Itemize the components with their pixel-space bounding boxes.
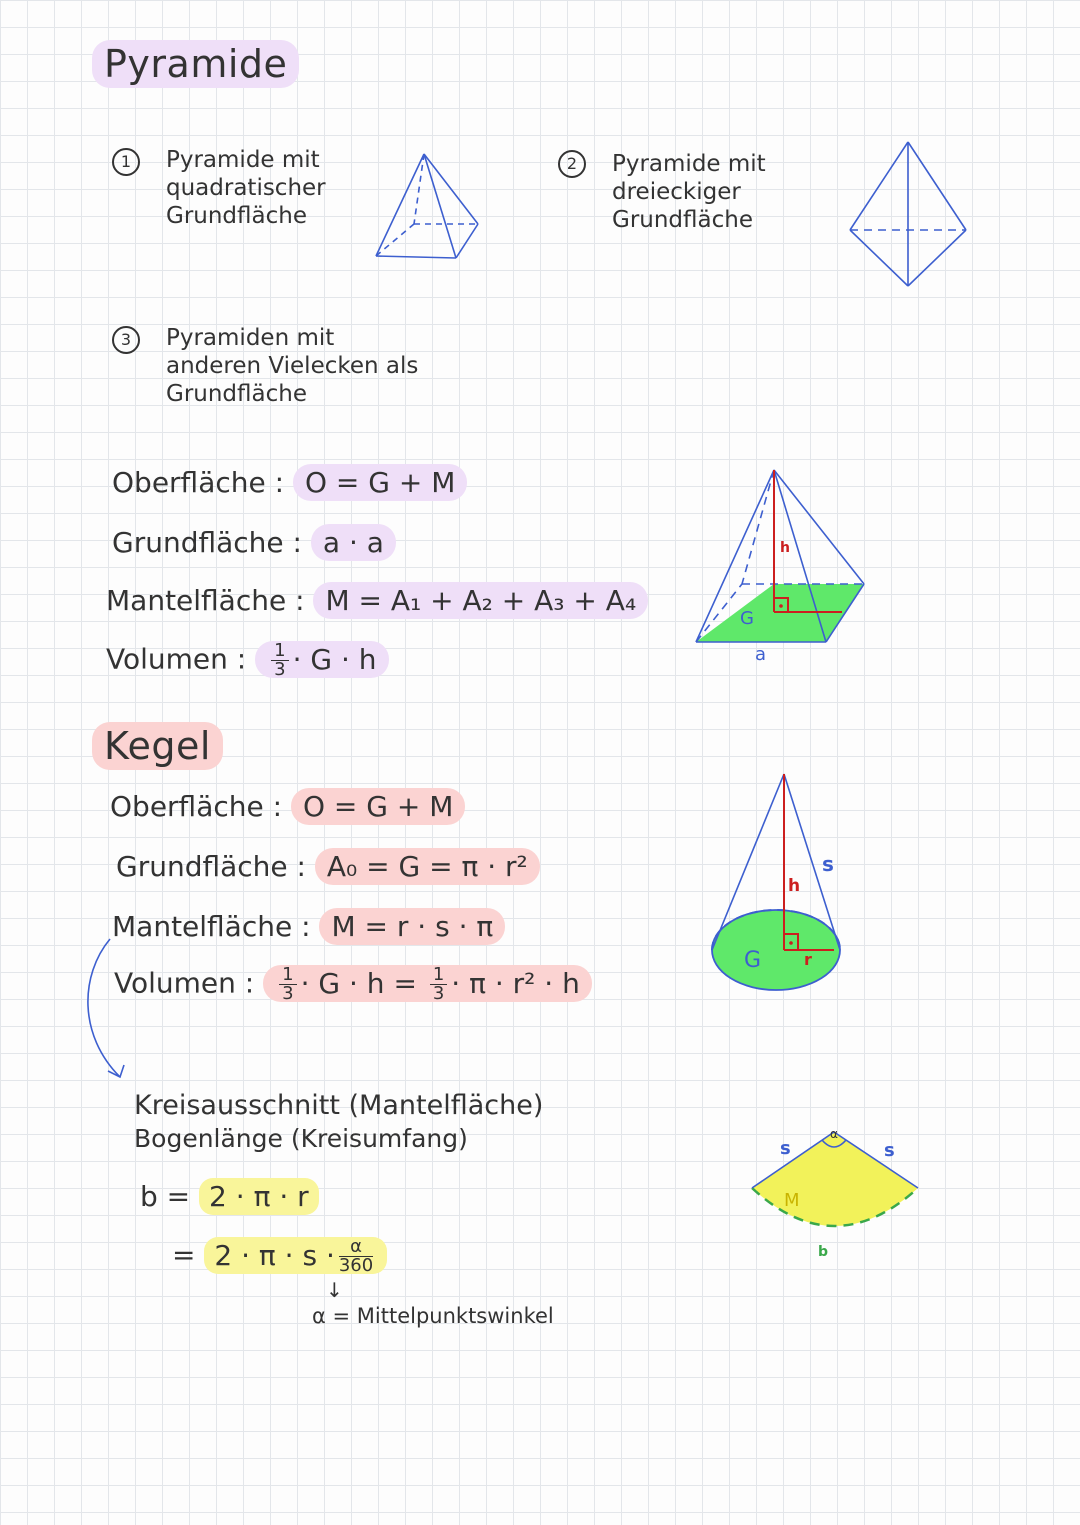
pyramide-grundflaeche-row: Grundfläche : a · a: [112, 526, 396, 559]
cone-h-label: h: [788, 876, 801, 896]
pyramide-volumen-formula: $\frac{1}{3}$ · G · h: [255, 641, 388, 678]
pyramid-a-label: a: [755, 644, 767, 665]
pyramid-height-diagram: [692, 466, 872, 666]
type-1-text: Pyramide mit quadratischer Grundfläche: [166, 147, 326, 229]
kegel-title: Kegel: [92, 722, 223, 770]
kegel-oberflaeche-row: Oberfläche : O = G + M: [110, 790, 465, 823]
sector-b-label: b: [818, 1244, 829, 1260]
cone-diagram: [710, 770, 850, 1000]
sector-diagram: [748, 1124, 928, 1254]
kegel-mantelflaeche-row: Mantelfläche : M = r · s · π: [112, 910, 505, 943]
bogen-b-formula: 2 · π · r: [199, 1178, 319, 1215]
sector-m-label: M: [784, 1190, 800, 1211]
kreisausschnitt-line1: Kreisausschnitt (Mantelfläche): [134, 1090, 544, 1121]
type-2-text: Pyramide mit dreieckiger Grundfläche: [612, 151, 766, 233]
curved-arrow: [80, 935, 140, 1085]
pyramide-oberflaeche-row: Oberfläche : O = G + M: [112, 466, 467, 499]
pyramide-grundflaeche-formula: a · a: [311, 524, 396, 561]
sector-s-right-label: s: [884, 1140, 895, 1161]
sector-alpha-label: α: [830, 1127, 838, 1141]
kreisausschnitt-line2: Bogenlänge (Kreisumfang): [134, 1124, 468, 1153]
kegel-volumen-row: Volumen : $\frac{1}{3}$ · G · h = $\frac{1}{3}$ · π · r² · h: [114, 966, 592, 1003]
type-3-text: Pyramiden mit anderen Vielecken als Grundfläche: [166, 325, 419, 407]
triangular-pyramid-sketch: [846, 140, 971, 290]
cone-s-label: s: [822, 852, 834, 876]
bogen-b2-formula: 2 · π · s · $\frac{\alpha}{360}$: [204, 1237, 387, 1274]
pyramide-title: Pyramide: [92, 40, 299, 88]
cone-g-label: G: [744, 948, 762, 973]
kegel-mantelflaeche-formula: M = r · s · π: [319, 908, 505, 945]
square-pyramid-sketch: [370, 150, 485, 265]
bogen-b-row: b = 2 · π · r: [140, 1180, 319, 1213]
pyramide-oberflaeche-formula: O = G + M: [293, 464, 467, 501]
alpha-definition: α = Mittelpunktswinkel: [312, 1304, 554, 1328]
kegel-grundflaeche-row: Grundfläche : A₀ = G = π · r²: [116, 850, 540, 883]
pyramid-g-label: G: [740, 608, 754, 629]
pyramide-mantelflaeche-formula: M = A₁ + A₂ + A₃ + A₄: [313, 582, 648, 619]
kegel-volumen-formula: $\frac{1}{3}$ · G · h = $\frac{1}{3}$ · π · r² · h: [263, 965, 592, 1002]
sector-s-left-label: s: [780, 1138, 791, 1159]
kegel-grundflaeche-formula: A₀ = G = π · r²: [315, 848, 540, 885]
type-3-number: 3: [112, 326, 140, 354]
pyramide-mantelflaeche-row: Mantelfläche : M = A₁ + A₂ + A₃ + A₄: [106, 584, 648, 617]
type-2-number: 2: [558, 150, 586, 178]
kegel-oberflaeche-formula: O = G + M: [291, 788, 465, 825]
type-1-number: 1: [112, 148, 140, 176]
alpha-arrow: ↓: [326, 1278, 343, 1302]
bogen-b2-row: = 2 · π · s · $\frac{\alpha}{360}$: [172, 1238, 387, 1275]
pyramid-h-label: h: [780, 540, 790, 556]
pyramide-volumen-row: Volumen : $\frac{1}{3}$ · G · h: [106, 642, 389, 679]
cone-r-label: r: [804, 950, 812, 969]
